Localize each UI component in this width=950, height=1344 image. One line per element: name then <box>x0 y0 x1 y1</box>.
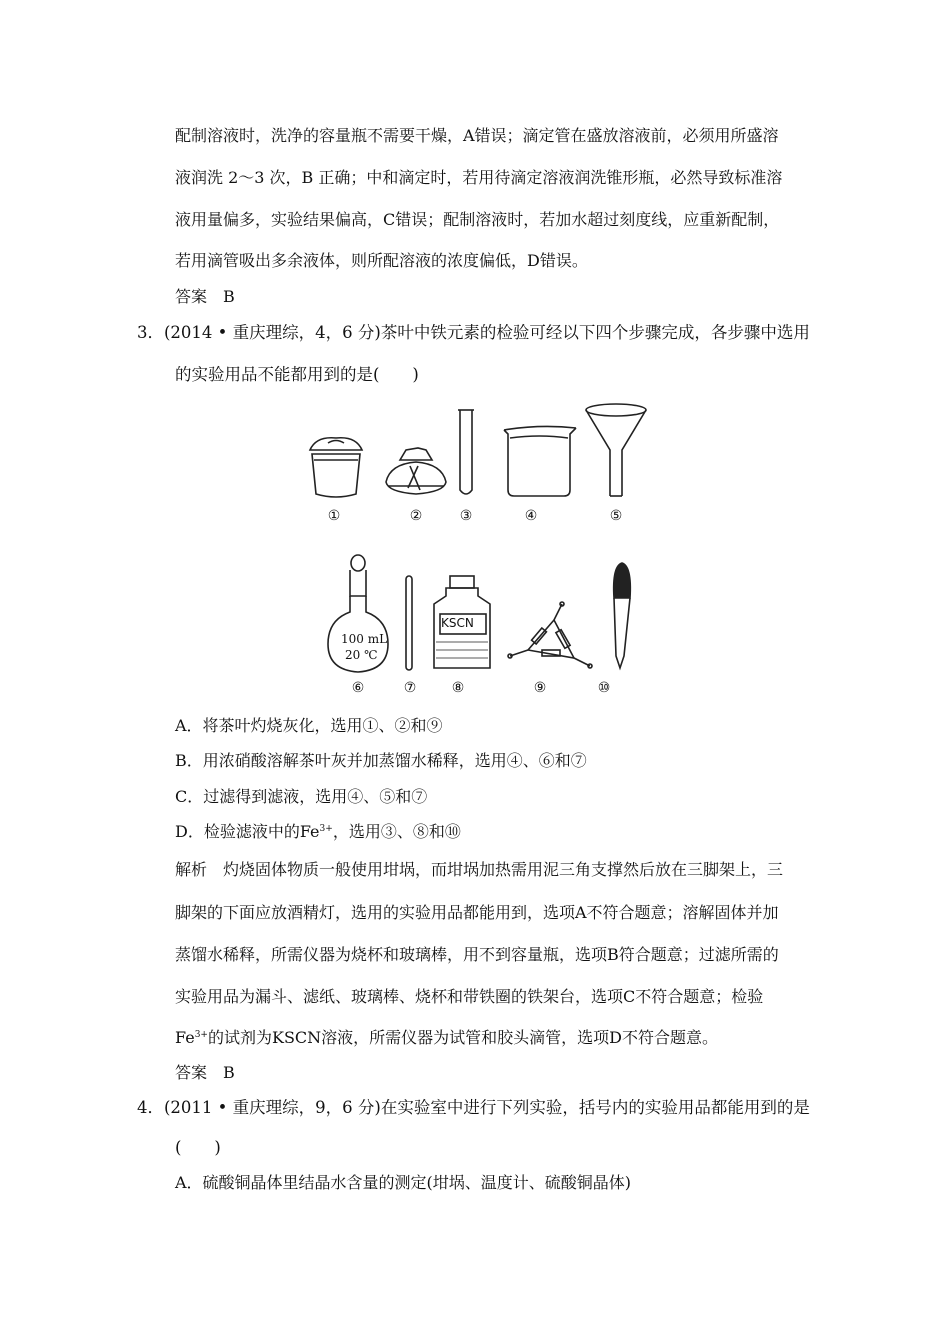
figure-label: ⑤ <box>609 508 623 524</box>
analysis-line: 解析 灼烧固体物质一般使用坩埚，而坩埚加热需用泥三角支撑然后放在三脚架上，三 <box>175 860 784 879</box>
question-stem: 4．(2011 • 重庆理综，9，6 分)在实验室中进行下列实验，括号内的实验用品都能用到的是 <box>137 1098 810 1117</box>
answer: 答案 B <box>175 287 235 306</box>
explanation-line: 液用量偏多，实验结果偏高，C错误；配制溶液时，若加水超过刻度线，应重新配制， <box>175 210 780 229</box>
figure-label: ⑩ <box>597 680 611 696</box>
test-tube-icon <box>458 410 474 494</box>
figure-label: ⑥ <box>351 680 365 696</box>
apparatus-figure <box>290 398 650 708</box>
explanation-line: 若用滴管吸出多余液体，则所配溶液的浓度偏低，D错误。 <box>175 251 588 270</box>
question-stem: ( ) <box>175 1138 221 1157</box>
option-d: D．检验滤液中的$Fe^{3+}$，选用③、⑧和⑩ <box>175 822 461 841</box>
clay-triangle-icon <box>508 602 592 668</box>
crucible-icon <box>310 438 362 497</box>
question-stem: 3．(2014 • 重庆理综，4，6 分)茶叶中铁元素的检验可经以下四个步骤完成，各步骤中选用 <box>137 323 810 342</box>
figure-label: ③ <box>459 508 473 524</box>
figure-label: ① <box>327 508 341 524</box>
analysis-line: 脚架的下面应放酒精灯，选用的实验用品都能用到，选项A不符合题意；溶解固体并加 <box>175 903 779 922</box>
glass-rod-icon <box>406 576 412 670</box>
flask-temperature-label: 20 ℃ <box>345 648 378 662</box>
question-stem: 的实验用品不能都用到的是( ) <box>175 365 419 384</box>
analysis-line: 实验用品为漏斗、滤纸、玻璃棒、烧杯和带铁圈的铁架台，选项C不符合题意；检验 <box>175 987 764 1006</box>
figure-label: ⑦ <box>403 680 417 696</box>
figure-label: ⑧ <box>451 680 465 696</box>
explanation-line: 液润洗 2～3 次，B 正确；中和滴定时，若用待滴定溶液润洗锥形瓶，必然导致标准溶 <box>175 168 783 187</box>
flask-volume-label: 100 mL <box>341 632 388 646</box>
figure-label: ② <box>409 508 423 524</box>
figure-label: ④ <box>524 508 538 524</box>
option-a: A．硫酸铜晶体里结晶水含量的测定(坩埚、温度计、硫酸铜晶体) <box>175 1173 632 1192</box>
explanation-line: 配制溶液时，洗净的容量瓶不需要干燥，A错误；滴定管在盛放溶液前，必须用所盛溶 <box>175 126 779 145</box>
dropper-icon <box>614 563 631 668</box>
analysis-line: $Fe^{3+}$的试剂为KSCN溶液，所需仪器为试管和胶头滴管，选项D不符合题意。 <box>175 1028 718 1047</box>
option-a: A．将茶叶灼烧灰化，选用①、②和⑨ <box>175 716 443 735</box>
figure-label: ⑨ <box>533 680 547 696</box>
analysis-line: 蒸馏水稀释，所需仪器为烧杯和玻璃棒，用不到容量瓶，选项B符合题意；过滤所需的 <box>175 945 779 964</box>
alcohol-lamp-icon <box>386 448 446 494</box>
reagent-label: KSCN <box>441 616 474 630</box>
option-c: C．过滤得到滤液，选用④、⑤和⑦ <box>175 787 428 806</box>
option-b: B．用浓硝酸溶解茶叶灰并加蒸馏水稀释，选用④、⑥和⑦ <box>175 751 587 770</box>
answer: 答案 B <box>175 1063 235 1082</box>
beaker-icon <box>504 426 576 496</box>
funnel-icon <box>586 404 646 496</box>
